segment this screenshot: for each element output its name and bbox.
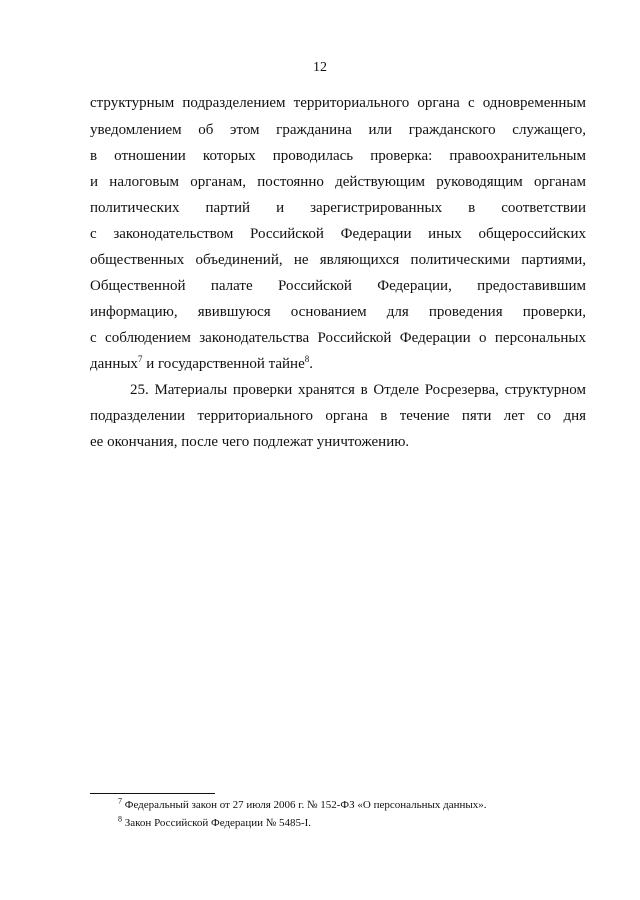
- text-line: политических партий и зарегистрированных в соответствии: [90, 200, 586, 216]
- footnote-8: [118, 814, 312, 829]
- text-line-last: [90, 354, 586, 374]
- footnote-ref-7[interactable]: 7: [137, 354, 143, 364]
- text-line: с соблюдением законодательства Российской Федерации о персональных: [90, 330, 586, 346]
- footnote-ref-8[interactable]: 8: [304, 354, 310, 364]
- page-number: 12: [313, 60, 327, 75]
- footnote-marker: 7: [118, 796, 122, 806]
- text-line: уведомлением об этом гражданина или гражданского служащего,: [90, 122, 586, 138]
- text-line: и налоговым органам, постоянно действующим руководящим органам: [90, 174, 586, 190]
- footnote-7: [118, 796, 487, 811]
- text-fragment: данных: [90, 356, 138, 372]
- text-line: в отношении которых проводилась проверка: правоохранительным: [90, 148, 586, 164]
- text-line: подразделении территориального органа в течение пяти лет со дня: [90, 408, 586, 424]
- text-line: ее окончания, после чего подлежат уничтожению.: [90, 434, 410, 450]
- footnote-text: Закон Российской Федерации № 5485-I.: [124, 817, 312, 829]
- footnote-text: Федеральный закон от 27 июля 2006 г. № 152-ФЗ «О персональных данных».: [124, 799, 487, 811]
- footnote-marker: 8: [118, 814, 122, 824]
- footnote-separator: [90, 793, 215, 794]
- text-fragment: и государственной тайне: [142, 356, 305, 372]
- text-line: 25. Материалы проверки хранятся в Отделе Росрезерва, структурном: [130, 382, 586, 398]
- text-line: структурным подразделением территориального органа с одновременным: [90, 95, 586, 111]
- text-line: общественных объединений, не являющихся политическими партиями,: [90, 252, 586, 268]
- text-line: Общественной палате Российской Федерации, предоставившим: [90, 278, 586, 294]
- text-line: информацию, явившуюся основанием для проведения проверки,: [90, 304, 586, 320]
- text-fragment: .: [309, 356, 313, 372]
- text-line: с законодательством Российской Федерации иных общероссийских: [90, 226, 586, 242]
